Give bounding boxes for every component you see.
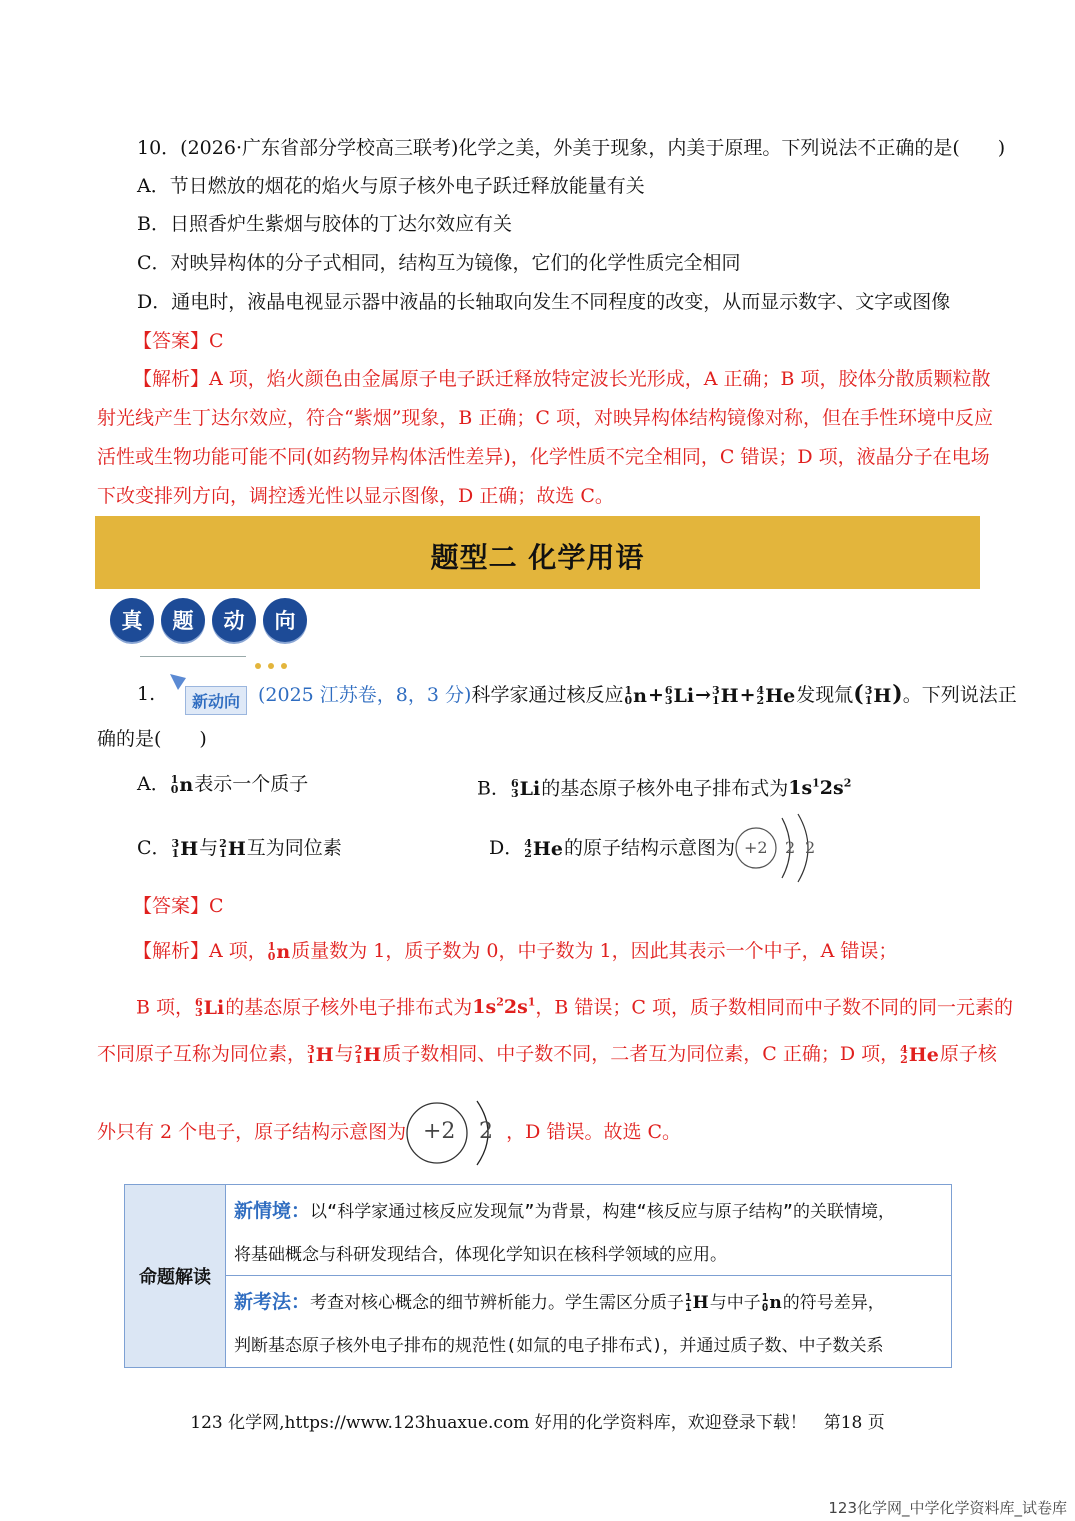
nuclide-he4: 4 2 He (756, 684, 796, 707)
nuclide-n: 1 0 n (267, 940, 291, 963)
q10-explanation-line2: 射光线产生丁达尔效应，符合“紫烟”现象，B 正确；C 项，对映异构体结构镜像对称，但在手性环境中反应 (97, 407, 994, 429)
section-banner (95, 516, 980, 589)
q1-source: (2025 江苏卷，8，3 分) (258, 684, 472, 706)
new-context-keyword: 新情境： (234, 1200, 311, 1222)
nuclide-h3: 3 1 H (307, 1043, 334, 1066)
q10-option-d: D．通电时，液晶电视显示器中液晶的长轴取向发生不同程度的改变，从而显示数字、文字或图像 (137, 291, 951, 313)
nuclide-li6: 6 3 Li (510, 777, 541, 801)
atom-diagram-explanation: +2 2 (403, 1097, 499, 1169)
q1-option-b: B． 6 3 Li 的基态原子核外电子排布式为$1s^12s^2$ (477, 777, 852, 801)
q10-option-a: A．节日燃放的烟花的焰火与原子核外电子跃迁释放能量有关 (137, 175, 645, 197)
q1-explanation-line1: 【解析】A 项， 1 0 n 质量数为 1，质子数为 0，中子数为 1，因此其表示一个中子，A 错误； (133, 940, 898, 963)
atom-diagram-option-d: +2 2 2 (730, 812, 822, 884)
nuclide-h3: 3 1 H (712, 684, 739, 707)
nuclide-n: 1 0 n (170, 773, 194, 796)
nuclide-li6: 6 3 Li (195, 996, 225, 1020)
nuclide-he4: 4 2 He (900, 1043, 939, 1066)
nuclide-h2: 2 1 H (219, 837, 246, 860)
q10-explanation-line4: 下改变排列方向，调控透光性以显示图像，D 正确；故选 C。 (97, 485, 614, 507)
badge-dong: 动 (212, 598, 256, 642)
q1-answer: 【答案】C (133, 895, 224, 917)
q1-option-d: D． 4 2 He 的原子结构示意图为 (489, 837, 735, 860)
table-row-new-method: 新考法：考查对核心概念的细节辨析能力。学生需区分质子 1 1 H 与中子 1 0 n 的符号差异， 判断基态原子核外电子排布的规范性(如氚的电子排布式)，并通过质子数、中子数关系 (226, 1276, 951, 1367)
q1-option-a: A． 1 0 n 表示一个质子 (137, 773, 309, 796)
q10-option-b: B．日照香炉生紫烟与胶体的丁达尔效应有关 (137, 213, 512, 235)
q1-stem-c: 。下列说法正 (902, 684, 1017, 706)
nuclide-li6: 6 3 Li (664, 684, 695, 707)
badge-zhen: 真 (110, 598, 154, 642)
dots-decoration (255, 654, 291, 660)
q1-explanation-line4: 外只有 2 个电子，原子结构示意图为 ，D 错误。故选 C。 (97, 1121, 682, 1143)
new-trend-tag: 新动向 (185, 686, 247, 715)
nuclide-h3-tritium: 3 1 H (864, 684, 892, 707)
badge-underline (140, 656, 246, 657)
q1-option-c: C． 3 1 H 与 2 1 H 互为同位素 (137, 837, 342, 860)
badge-xiang: 向 (263, 598, 307, 642)
q1-explanation-line3: 不同原子互称为同位素， 3 1 H 与 2 1 H 质子数相同、中子数不同，二者互为同位素，C 正确；D 项， 4 2 He 原子核 (97, 1043, 997, 1066)
electron-config-exp: $1s^22s^1$ (472, 996, 536, 1019)
nuclide-n: 1 0 n (624, 684, 647, 707)
new-method-keyword: 新考法： (234, 1291, 311, 1313)
q10-stem: 10．(2026·广东省部分学校高三联考)化学之美，外美于现象，内美于原理。下列说法不正确的是( ) (137, 137, 1006, 159)
nuclide-h3: 3 1 H (171, 837, 199, 860)
nuclide-n: 1 0 n (761, 1291, 782, 1314)
table-row-new-context: 新情境：以“科学家通过核反应发现氚”为背景，构建“核反应与原子结构”的关联情境， 将基础概念与科研发现结合，体现化学知识在核科学领域的应用。 (226, 1185, 951, 1276)
q10-option-c: C．对映异构体的分子式相同，结构互为镜像，它们的化学性质完全相同 (137, 252, 741, 274)
interpretation-table (124, 1184, 952, 1368)
q10-explanation-line3: 活性或生物功能可能不同(如药物异构体活性差异)，化学性质不完全相同，C 错误；D 项，液晶分子在电场 (97, 446, 990, 468)
q1-stem-a: 科学家通过核反应 (471, 684, 624, 706)
q1-stem-b: 发现氚 (796, 684, 854, 706)
nuclide-h2: 2 1 H (354, 1043, 382, 1066)
q1-stem-line2: 确的是( ) (97, 728, 207, 750)
table-label: 命题解读 (125, 1185, 226, 1367)
watermark: 123化学网_中学化学资料库_试卷库 (828, 1499, 1067, 1517)
page-footer: 123 化学网,https://www.123huaxue.com 好用的化学资料库，欢迎登录下载！ 第18 页 (190, 1413, 885, 1433)
q1-explanation-line2: B 项， 6 3 Li 的基态原子核外电子排布式为$1s^22s^1$，B 错误；C 项，质子数相同而中子数不同的同一元素的 (136, 996, 1014, 1020)
section-title: 题型二 化学用语 (430, 541, 645, 574)
q10-explanation-line1: 【解析】A 项，焰火颜色由金属原子电子跃迁释放特定波长光形成，A 正确；B 项，胶体分散质颗粒散 (133, 368, 991, 390)
q1-number: 1. (137, 683, 156, 705)
electron-config-b: $1s^12s^2$ (788, 777, 852, 800)
nuclide-he4: 4 2 He (524, 837, 563, 860)
badge-ti: 题 (161, 598, 205, 642)
nuclide-h1: 1 1 H (685, 1291, 709, 1314)
q10-answer: 【答案】C (133, 330, 224, 352)
